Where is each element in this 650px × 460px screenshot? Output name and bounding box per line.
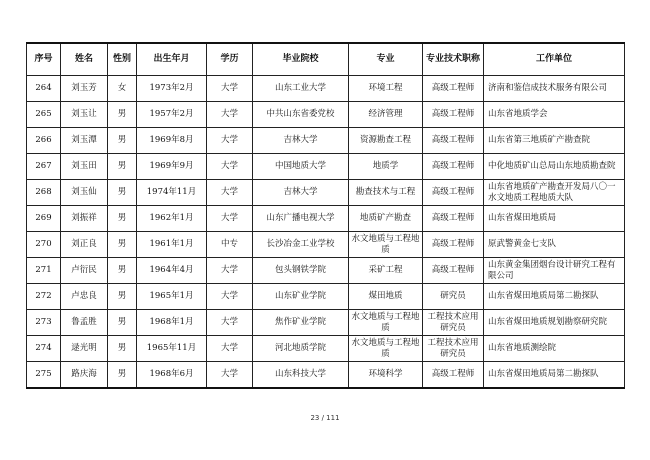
cell-unit: 中化地质矿山总局山东地质勘查院 (484, 154, 625, 180)
table-row (27, 102, 625, 128)
cell-unit: 济南和鉴信成技术服务有限公司 (484, 76, 625, 102)
header-school: 毕业院校 (253, 43, 349, 76)
cell-title: 高级工程师 (423, 128, 484, 154)
cell-education: 大学 (207, 76, 253, 102)
cell-title: 高级工程师 (423, 362, 484, 389)
cell-seq: 267 (27, 154, 61, 180)
cell-title: 高级工程师 (423, 180, 484, 206)
cell-gender: 男 (108, 310, 137, 336)
cell-school: 长沙冶金工业学校 (253, 232, 349, 258)
cell-seq: 271 (27, 258, 61, 284)
table-row (27, 258, 625, 284)
cell-unit: 山东黄金集团烟台设计研究工程有限公司 (484, 258, 625, 284)
cell-birth: 1957年2月 (137, 102, 207, 128)
cell-name: 刘玉田 (61, 154, 108, 180)
cell-name: 卢忠良 (61, 284, 108, 310)
cell-gender: 男 (108, 258, 137, 284)
table-row (27, 154, 625, 180)
cell-seq: 268 (27, 180, 61, 206)
cell-gender: 男 (108, 232, 137, 258)
cell-unit: 原武警黄金七支队 (484, 232, 625, 258)
cell-gender: 女 (108, 76, 137, 102)
cell-major: 采矿工程 (349, 258, 423, 284)
cell-gender: 男 (108, 154, 137, 180)
cell-education: 大学 (207, 206, 253, 232)
cell-title: 研究员 (423, 284, 484, 310)
cell-major: 地质矿产勘查 (349, 206, 423, 232)
cell-name: 鲁孟胜 (61, 310, 108, 336)
cell-title: 高级工程师 (423, 154, 484, 180)
cell-birth: 1973年2月 (137, 76, 207, 102)
cell-birth: 1965年1月 (137, 284, 207, 310)
cell-title: 高级工程师 (423, 102, 484, 128)
cell-education: 中专 (207, 232, 253, 258)
table-body (27, 76, 625, 389)
cell-seq: 275 (27, 362, 61, 389)
cell-major: 资源勘查工程 (349, 128, 423, 154)
cell-major: 勘查技术与工程 (349, 180, 423, 206)
table-row (27, 284, 625, 310)
cell-birth: 1969年9月 (137, 154, 207, 180)
cell-school: 吉林大学 (253, 180, 349, 206)
cell-unit: 山东省煤田地质局第二勘探队 (484, 362, 625, 389)
header-seq: 序号 (27, 43, 61, 76)
cell-school: 中共山东省委党校 (253, 102, 349, 128)
table-row (27, 180, 625, 206)
cell-title: 高级工程师 (423, 232, 484, 258)
cell-name: 路庆海 (61, 362, 108, 389)
cell-birth: 1968年6月 (137, 362, 207, 389)
cell-unit: 山东省第三地质矿产勘查院 (484, 128, 625, 154)
cell-unit: 山东省地质学会 (484, 102, 625, 128)
cell-birth: 1974年11月 (137, 180, 207, 206)
cell-seq: 270 (27, 232, 61, 258)
cell-school: 山东矿业学院 (253, 284, 349, 310)
table-row (27, 76, 625, 102)
cell-unit: 山东省地质测绘院 (484, 336, 625, 362)
header-name: 姓名 (61, 43, 108, 76)
cell-education: 大学 (207, 102, 253, 128)
table-row (27, 362, 625, 389)
cell-major: 水文地质与工程地质 (349, 232, 423, 258)
cell-name: 逯光明 (61, 336, 108, 362)
cell-name: 刘玉仙 (61, 180, 108, 206)
cell-gender: 男 (108, 180, 137, 206)
header-birth: 出生年月 (137, 43, 207, 76)
table-row (27, 232, 625, 258)
cell-name: 刘玉潭 (61, 128, 108, 154)
cell-seq: 266 (27, 128, 61, 154)
cell-school: 中国地质大学 (253, 154, 349, 180)
table-row (27, 206, 625, 232)
table-header-row (27, 43, 625, 76)
cell-birth: 1961年1月 (137, 232, 207, 258)
cell-seq: 269 (27, 206, 61, 232)
cell-unit: 山东省煤田地质局 (484, 206, 625, 232)
cell-title: 工程技术应用研究员 (423, 310, 484, 336)
cell-major: 环境科学 (349, 362, 423, 389)
cell-name: 刘玉让 (61, 102, 108, 128)
cell-title: 高级工程师 (423, 76, 484, 102)
cell-major: 水文地质与工程地质 (349, 310, 423, 336)
cell-education: 大学 (207, 154, 253, 180)
cell-title: 工程技术应用研究员 (423, 336, 484, 362)
cell-school: 山东工业大学 (253, 76, 349, 102)
cell-title: 高级工程师 (423, 206, 484, 232)
cell-birth: 1968年1月 (137, 310, 207, 336)
cell-unit: 山东省煤田地质规划勘察研究院 (484, 310, 625, 336)
cell-birth: 1962年1月 (137, 206, 207, 232)
cell-gender: 男 (108, 362, 137, 389)
header-education: 学历 (207, 43, 253, 76)
cell-education: 大学 (207, 310, 253, 336)
header-unit: 工作单位 (484, 43, 625, 76)
cell-education: 大学 (207, 258, 253, 284)
cell-birth: 1964年4月 (137, 258, 207, 284)
cell-birth: 1969年8月 (137, 128, 207, 154)
cell-education: 大学 (207, 362, 253, 389)
cell-gender: 男 (108, 336, 137, 362)
cell-school: 焦作矿业学院 (253, 310, 349, 336)
cell-education: 大学 (207, 128, 253, 154)
cell-education: 大学 (207, 284, 253, 310)
cell-name: 刘振祥 (61, 206, 108, 232)
cell-unit: 山东省煤田地质局第二勘探队 (484, 284, 625, 310)
cell-gender: 男 (108, 284, 137, 310)
cell-seq: 265 (27, 102, 61, 128)
cell-education: 大学 (207, 180, 253, 206)
personnel-table (26, 42, 625, 389)
header-gender: 性别 (108, 43, 137, 76)
header-title: 专业技术职称 (423, 43, 484, 76)
table-row (27, 128, 625, 154)
table-row (27, 336, 625, 362)
cell-name: 刘正良 (61, 232, 108, 258)
cell-school: 河北地质学院 (253, 336, 349, 362)
cell-gender: 男 (108, 128, 137, 154)
cell-education: 大学 (207, 336, 253, 362)
cell-birth: 1965年11月 (137, 336, 207, 362)
cell-title: 高级工程师 (423, 258, 484, 284)
cell-major: 地质学 (349, 154, 423, 180)
cell-major: 水文地质与工程地质 (349, 336, 423, 362)
header-major: 专业 (349, 43, 423, 76)
cell-major: 环境工程 (349, 76, 423, 102)
cell-school: 山东广播电视大学 (253, 206, 349, 232)
cell-school: 山东科技大学 (253, 362, 349, 389)
cell-school: 吉林大学 (253, 128, 349, 154)
cell-seq: 274 (27, 336, 61, 362)
cell-name: 卢衍民 (61, 258, 108, 284)
page-number: 23 / 111 (310, 414, 340, 422)
cell-seq: 272 (27, 284, 61, 310)
cell-major: 经济管理 (349, 102, 423, 128)
cell-school: 包头钢铁学院 (253, 258, 349, 284)
cell-unit: 山东省地质矿产勘查开发局八〇一水文地质工程地质大队 (484, 180, 625, 206)
table-row (27, 310, 625, 336)
cell-gender: 男 (108, 102, 137, 128)
cell-name: 刘玉芳 (61, 76, 108, 102)
cell-gender: 男 (108, 206, 137, 232)
cell-seq: 264 (27, 76, 61, 102)
cell-seq: 273 (27, 310, 61, 336)
cell-major: 煤田地质 (349, 284, 423, 310)
